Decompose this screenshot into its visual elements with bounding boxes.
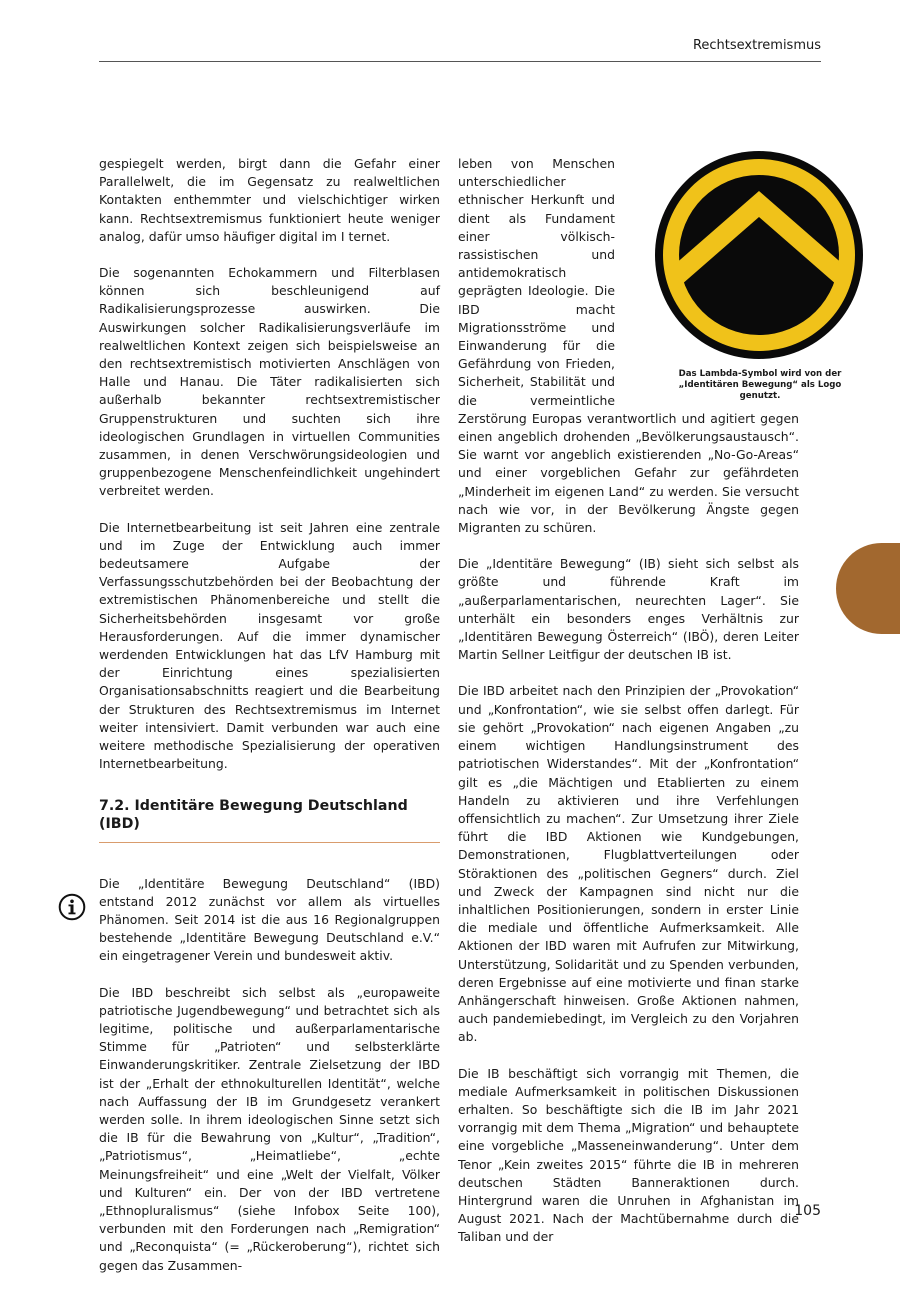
header-divider xyxy=(99,61,821,62)
lambda-logo-icon xyxy=(654,150,864,360)
running-header: Rechtsextremismus xyxy=(692,38,821,53)
section-heading: 7.2. Identitäre Bewegung Deutschland (IBD) xyxy=(99,797,440,843)
chapter-tab xyxy=(836,543,900,634)
paragraph: leben von Menschen unterschiedlicher ethnischer Herkunft und dient als Fundament einer völkisch-rassistischen und antidemokratisch geprägten Ideologie. Die IBD macht Migrationsströme und Einwanderung für die Gefährdung von Frieden, Sicherheit, Stabilität und die vermeintliche Zerstörung Europas verantwortlich und agitiert gegen einen angeblich drohenden „Bevölkerungsaustausch“. Sie warnt vor angeblich existierenden „No-Go-Areas“ und einer vorgeblichen Gefahr zur gefährdeten „Minderheit im eigenen Land“ zu werden. Sie versucht nach wie vor, in der Bevölkerung Ängste gegen Migranten zu schüren. xyxy=(458,156,799,536)
caption-line: „Identitären Bewegung“ als Logo genutzt. xyxy=(678,380,842,401)
info-circle-icon xyxy=(58,893,86,921)
caption-line: Das Lambda-Symbol wird von der xyxy=(678,369,842,379)
left-column xyxy=(99,155,440,1293)
paragraph: Die IBD arbeitet nach den Prinzipien der „Provokation“ und „Konfrontation“, wie sie selbst offen darlegt. Für sie gehört „Provokation“ nach eigenen Angaben „zu einem wichtigen Handlungsinstrument des patriotischen Widerstandes“. Mit der „Konfrontation“ gilt es „die Mächtigen und Etablierten zu einem Handeln zu aktivieren und ihre Verfehlungen offensichtlich zu machen“. Zur Umsetzung ihrer Ziele führt die IBD Aktionen wie Kundgebungen, Demonstrationen, Flugblattverteilungen oder Störaktionen des „politischen Gegners“ durch. Ziel und Zweck der Kampagnen sind nicht nur die inhaltlichen Positionierungen, sondern in erster Linie die mediale und öffentliche Aufmerksamkeit. Alle Aktionen der IBD waren mit Aufrufen zur Mitwirkung, Unterstützung, Solidarität und zu Spenden verbunden, deren Ergebnisse auf eine motivierte und finan starke Anhängerschaft hinweisen. Große Aktionen nahmen, auch pandemiebedingt, im Vergleich zu den Vorjahren ab. xyxy=(458,683,799,1045)
paragraph: Die IB beschäftigt sich vorrangig mit Themen, die mediale Aufmerksamkeit in politischen Diskussionen erhalten. So beschäftigte sich die IB im Jahr 2021 vorrangig mit dem Thema „Migration“ und behauptete eine vorgebliche „Masseneinwanderung“. Unter dem Tenor „Kein zweites 2015“ führte die IB in mehreren deutschen Städten Banneraktionen durch. Hintergrund waren die Unruhen in Afghanistan im August 2021. Nach der Machtübernahme durch die Taliban und der xyxy=(458,1065,799,1245)
paragraph: Die IBD beschreibt sich selbst als „europaweite patriotische Jugendbewegung“ und betrachtet sich als legitime, politische und außerparlamentarische Stimme für „Patrioten“ und selbsterklärte Einwanderungskritiker. Zentrale Zielsetzung der IBD ist der „Erhalt der ethnokulturellen Identität“, welche nach Auffassung der IB im Grundgesetz verankert werden solle. In ihrem ideologischen Sinne setzt sich die IB für die Bewahrung von „Kultur“, „Tradition“, „Patriotismus“, „Heimatliebe“, „echte Meinungsfreiheit“ und eine „Welt der Vielfalt, Völker und Kulturen“ ein. Der von der IBD vertretene „Ethnopluralismus“ (siehe Infobox Seite 100), verbunden mit den Forderungen nach „Remigration“ und „Reconquista“ (= „Rückeroberung“), richtet sich gegen das Zusammen- xyxy=(99,984,440,1273)
paragraph: Die „Identitäre Bewegung Deutschland“ (IBD) entstand 2012 zunächst vor allem als virtuelles Phänomen. Seit 2014 ist die aus 16 Regionalgruppen bestehende „Identitäre Bewegung Deutschland e.V.“ ein eingetragener Verein und bundesweit aktiv. xyxy=(99,875,440,964)
section-spacer xyxy=(99,843,440,875)
paragraph: Die Internetbearbeitung ist seit Jahren eine zentrale und im Zuge der Entwicklung auch immer bedeutsamere Aufgabe der Verfassungsschutzbehörden bei der Beobachtung der extremistischen Phänomenbereiche und stellt die Sicherheitsbehörden insgesamt vor große Herausforderungen. Auf die immer dynamischer werdenden Entwicklungen hat das LfV Hamburg mit der Einrichtung eines spezialisierten Organisationsabschnitts reagiert und die Bearbeitung der Strukturen des Rechtsextremismus im Internet weiter intensiviert. Damit verbunden war auch eine weitere methodische Spezialisierung der operativen Internetbearbeitung. xyxy=(99,519,440,772)
figure-caption xyxy=(660,369,860,402)
paragraph: Die „Identitäre Bewegung“ (IB) sieht sich selbst als größte und führende Kraft im „außerparlamentarischen, neurechten Lager“. Sie unterhält ein besonders enges Verhältnis zur „Identitären Bewegung Österreich“ (IBÖ), deren Leiter Martin Sellner Leitfigur der deutschen IB ist. xyxy=(458,556,799,663)
paragraph: gespiegelt werden, birgt dann die Gefahr einer Parallelwelt, die im Gegensatz zu realweltlichen Kontakten enthemmter und vielschichtiger wirken kann. Rechtsextremismus funktioniert heute weniger analog, dafür umso häufiger digital im I ternet. xyxy=(99,156,440,244)
page-number: 105 xyxy=(794,1203,821,1219)
paragraph: Die sogenannten Echokammern und Filterblasen können sich beschleunigend auf Radikalisierungsprozesse auswirken. Die Auswirkungen solcher Radikalisierungsverläufe im realweltlichen Kontext zeigen sich beispielsweise an den rechtsextremistisch motivierten Anschlägen von Halle und Hanau. Die Täter radikalisierten sich außerhalb bekannter rechtsextremistischer Gruppenstrukturen und suchten sich ihre ideologischen Grundlagen in virtuellen Communities zusammen, in denen Verschwörungsideologien und gruppenbezogene Menschenfeindlichkeit ungehindert verbreitet werden. xyxy=(99,265,440,499)
